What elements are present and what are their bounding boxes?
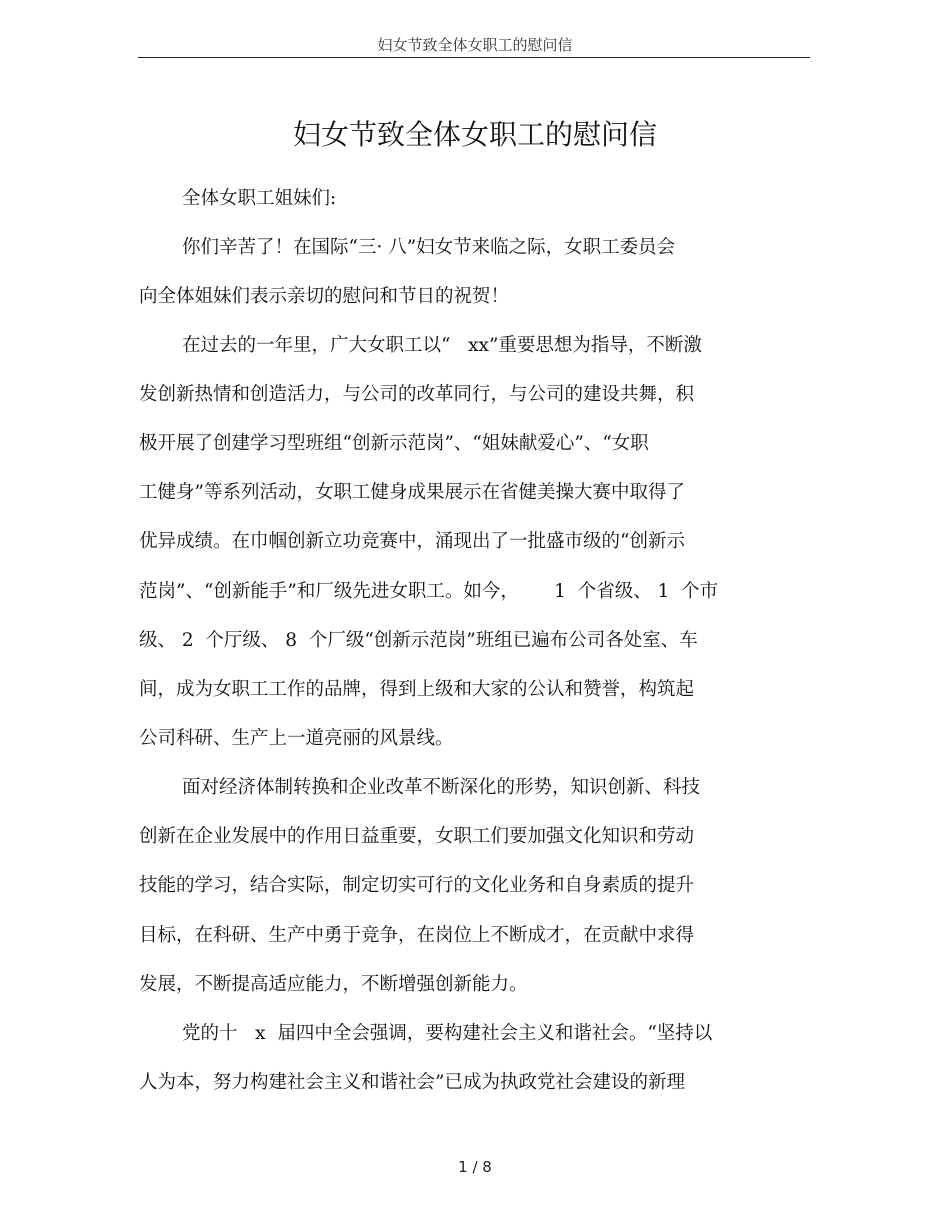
text-line: 在过去的一年里，广大女职工以“ xx”重要思想为指导，不断激 (182, 335, 702, 356)
text-line: 目标，在科研、生产中勇于竞争，在岗位上不断成才，在贡献中求得 (139, 925, 695, 946)
text-line: 技能的学习，结合实际，制定切实可行的文化业务和自身素质的提升 (139, 875, 695, 896)
text-line: 面对经济体制转换和企业改革不断深化的形势，知识创新、科技 (182, 777, 701, 798)
text-line: 公司科研、生产上一道亮丽的风景线。 (139, 728, 454, 749)
text-line: 级、 2 个厅级、 8 个厂级“创新示范岗”班组已遍布公司各处室、车 (139, 630, 698, 651)
header-divider (138, 57, 810, 58)
document-title: 妇女节致全体女职工的慰问信 (292, 118, 657, 151)
text-line: 你们辛苦了！在国际“三· 八”妇女节来临之际，女职工委员会 (182, 237, 676, 258)
text-line: 间，成为女职工工作的品牌，得到上级和大家的公认和赞誉，构筑起 (139, 679, 695, 700)
text-line: 工健身”等系列活动，女职工健身成果展示在省健美操大赛中取得了 (139, 482, 685, 503)
text-line: 范岗”、“创新能手”和厂级先进女职工。如今， 1 个省级、 1 个市 (139, 581, 719, 602)
text-line: 发展，不断提高适应能力，不断增强创新能力。 (139, 974, 528, 995)
text-line: 向全体姐妹们表示亲切的慰问和节日的祝贺！ (139, 286, 510, 307)
text-line: 发创新热情和创造活力，与公司的改革同行，与公司的建设共舞，积 (139, 384, 695, 405)
text-line: 优异成绩。在巾帼创新立功竞赛中，涌现出了一批盛市级的“创新示 (139, 531, 685, 552)
page-number: 1 / 8 (458, 1158, 492, 1176)
salutation-line: 全体女职工姐妹们: (182, 188, 337, 209)
text-line: 极开展了创建学习型班组“创新示范岗”、“姐妹献爱心”、“女职 (139, 433, 649, 454)
running-header: 妇女节致全体女职工的慰问信 (377, 36, 573, 54)
text-line: 人为本，努力构建社会主义和谐社会”已成为执政党社会建设的新理 (139, 1072, 685, 1093)
text-line: 创新在企业发展中的作用日益重要，女职工们要加强文化知识和劳动 (139, 826, 695, 847)
text-line: 党的十 x 届四中全会强调，要构建社会主义和谐社会。“坚持以 (182, 1023, 713, 1044)
